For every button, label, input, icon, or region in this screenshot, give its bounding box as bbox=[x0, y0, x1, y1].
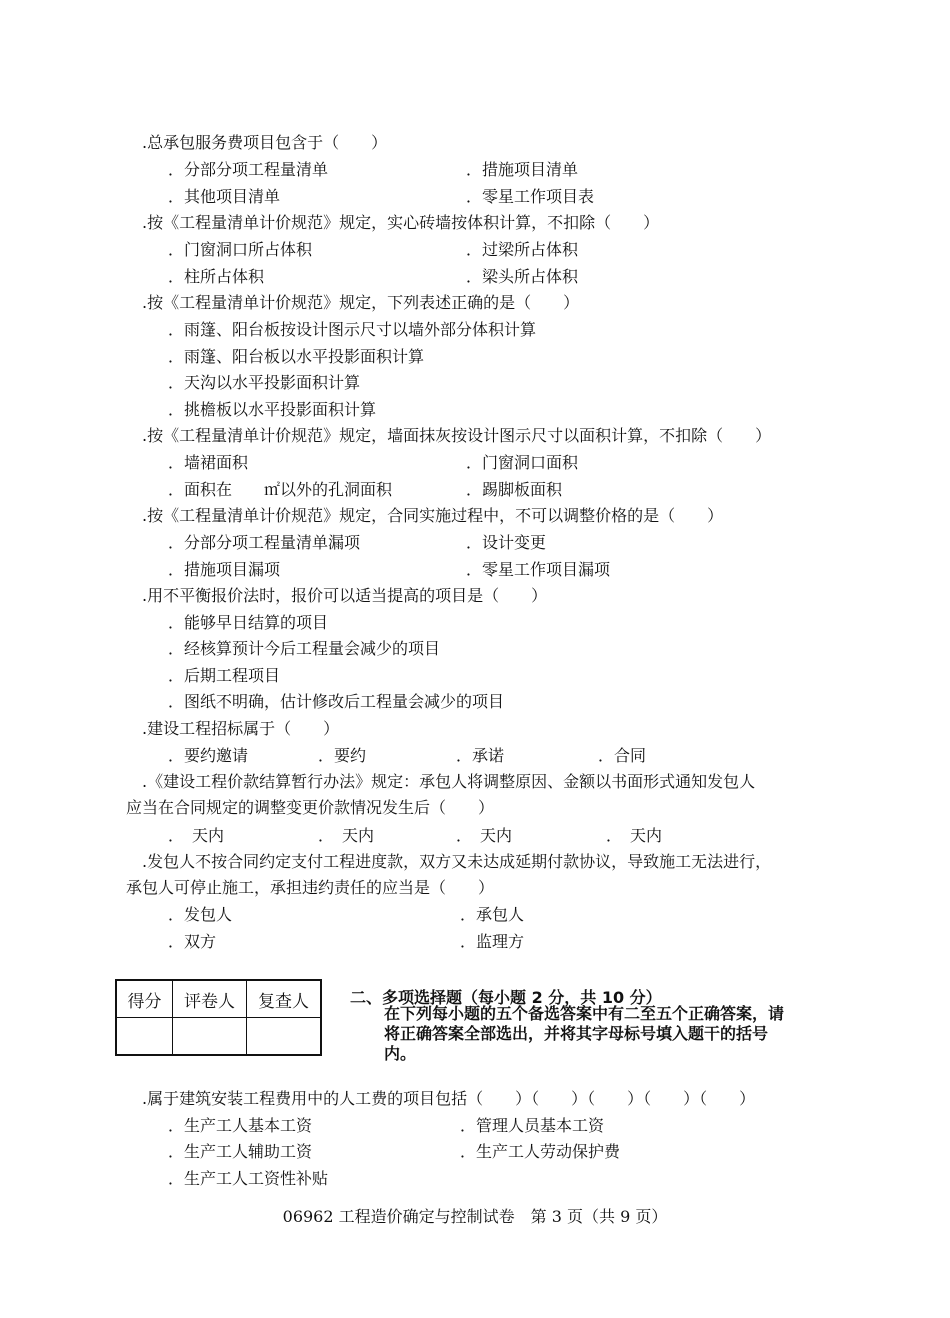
option-d: ．生产工人劳动保护费 bbox=[460, 1142, 621, 1161]
option-c: ．柱所占体积 bbox=[168, 267, 265, 286]
score-table bbox=[115, 979, 322, 1056]
option-a: ．发包人 bbox=[168, 905, 233, 924]
option-c: ．其他项目清单 bbox=[168, 187, 281, 206]
option-c: ．天沟以水平投影面积计算 bbox=[168, 373, 361, 392]
option-c: ．承诺 bbox=[456, 746, 505, 765]
option-c: ．双方 bbox=[168, 932, 217, 951]
option-a: ．门窗洞口所占体积 bbox=[168, 240, 313, 259]
option-d: ．合同 bbox=[598, 746, 647, 765]
section-instructions: 在下列每小题的五个备选答案中有二至五个正确答案，请将正确答案全部选出，并将其字母标号填入题干的括号内。 bbox=[384, 1004, 785, 1063]
question-stem: .建设工程招标属于（ ） bbox=[142, 719, 340, 738]
option-b: ．承包人 bbox=[460, 905, 525, 924]
score-header: 得分 bbox=[116, 980, 173, 1018]
reviewer-cell[interactable] bbox=[247, 1018, 322, 1056]
question-stem: .《建设工程价款结算暂行办法》规定：承包人将调整原因、金额以书面形式通知发包人 bbox=[142, 772, 756, 791]
option-d: ．图纸不明确，估计修改后工程量会减少的项目 bbox=[168, 692, 505, 711]
question-stem: .按《工程量清单计价规范》规定，下列表述正确的是（ ） bbox=[142, 293, 580, 312]
question-stem: .属于建筑安装工程费用中的人工费的项目包括（ ）（ ）（ ）（ ）（ ） bbox=[142, 1089, 756, 1108]
option-c: ．面积在 ㎡以外的孔洞面积 bbox=[168, 480, 393, 499]
option-c: ． 天内 bbox=[456, 826, 513, 845]
option-a: ．分部分项工程量清单 bbox=[168, 160, 329, 179]
option-a: ．雨篷、阳台板按设计图示尺寸以墙外部分体积计算 bbox=[168, 320, 537, 339]
page-footer: 06962 工程造价确定与控制试卷 第 3 页（共 9 页） bbox=[282, 1207, 668, 1226]
option-b: ．经核算预计今后工程量会减少的项目 bbox=[168, 639, 441, 658]
option-a: ． 天内 bbox=[168, 826, 225, 845]
grader-header: 评卷人 bbox=[173, 980, 247, 1018]
option-d: ．监理方 bbox=[460, 932, 525, 951]
section-title: 二、多项选择题（每小题 2 分，共 10 分） bbox=[350, 988, 662, 1007]
option-d: ．踢脚板面积 bbox=[466, 480, 563, 499]
question-stem-cont: 应当在合同规定的调整变更价款情况发生后（ ） bbox=[126, 798, 495, 817]
option-a: ．生产工人基本工资 bbox=[168, 1116, 313, 1135]
option-b: ． 天内 bbox=[318, 826, 375, 845]
option-d: ．零星工作项目表 bbox=[466, 187, 595, 206]
option-a: ．墙裙面积 bbox=[168, 453, 249, 472]
option-d: ．梁头所占体积 bbox=[466, 267, 579, 286]
option-a: ．能够早日结算的项目 bbox=[168, 613, 329, 632]
option-b: ．设计变更 bbox=[466, 533, 547, 552]
option-d: ． 天内 bbox=[606, 826, 663, 845]
option-b: ．管理人员基本工资 bbox=[460, 1116, 605, 1135]
question-stem: .用不平衡报价法时，报价可以适当提高的项目是（ ） bbox=[142, 586, 548, 605]
option-a: ．要约邀请 bbox=[168, 746, 249, 765]
option-a: ．分部分项工程量清单漏项 bbox=[168, 533, 361, 552]
option-b: ．门窗洞口面积 bbox=[466, 453, 579, 472]
option-d: ．挑檐板以水平投影面积计算 bbox=[168, 400, 377, 419]
option-e: ．生产工人工资性补贴 bbox=[168, 1169, 329, 1188]
option-b: ．要约 bbox=[318, 746, 367, 765]
question-stem: .按《工程量清单计价规范》规定，合同实施过程中，不可以调整价格的是（ ） bbox=[142, 506, 724, 525]
option-b: ．雨篷、阳台板以水平投影面积计算 bbox=[168, 347, 425, 366]
question-stem: .按《工程量清单计价规范》规定，实心砖墙按体积计算，不扣除（ ） bbox=[142, 213, 660, 232]
question-stem: .按《工程量清单计价规范》规定，墙面抹灰按设计图示尺寸以面积计算，不扣除（ ） bbox=[142, 426, 772, 445]
score-cell[interactable] bbox=[116, 1018, 173, 1056]
option-c: ．后期工程项目 bbox=[168, 666, 281, 685]
question-stem: .发包人不按合同约定支付工程进度款，双方又未达成延期付款协议，导致施工无法进行， bbox=[142, 852, 772, 871]
question-stem-cont: 承包人可停止施工，承担违约责任的应当是（ ） bbox=[126, 878, 495, 897]
option-b: ．措施项目清单 bbox=[466, 160, 579, 179]
option-c: ．措施项目漏项 bbox=[168, 560, 281, 579]
reviewer-header: 复查人 bbox=[247, 980, 322, 1018]
question-stem: .总承包服务费项目包含于（ ） bbox=[142, 133, 388, 152]
option-d: ．零星工作项目漏项 bbox=[466, 560, 611, 579]
option-c: ．生产工人辅助工资 bbox=[168, 1142, 313, 1161]
grader-cell[interactable] bbox=[173, 1018, 247, 1056]
option-b: ．过梁所占体积 bbox=[466, 240, 579, 259]
